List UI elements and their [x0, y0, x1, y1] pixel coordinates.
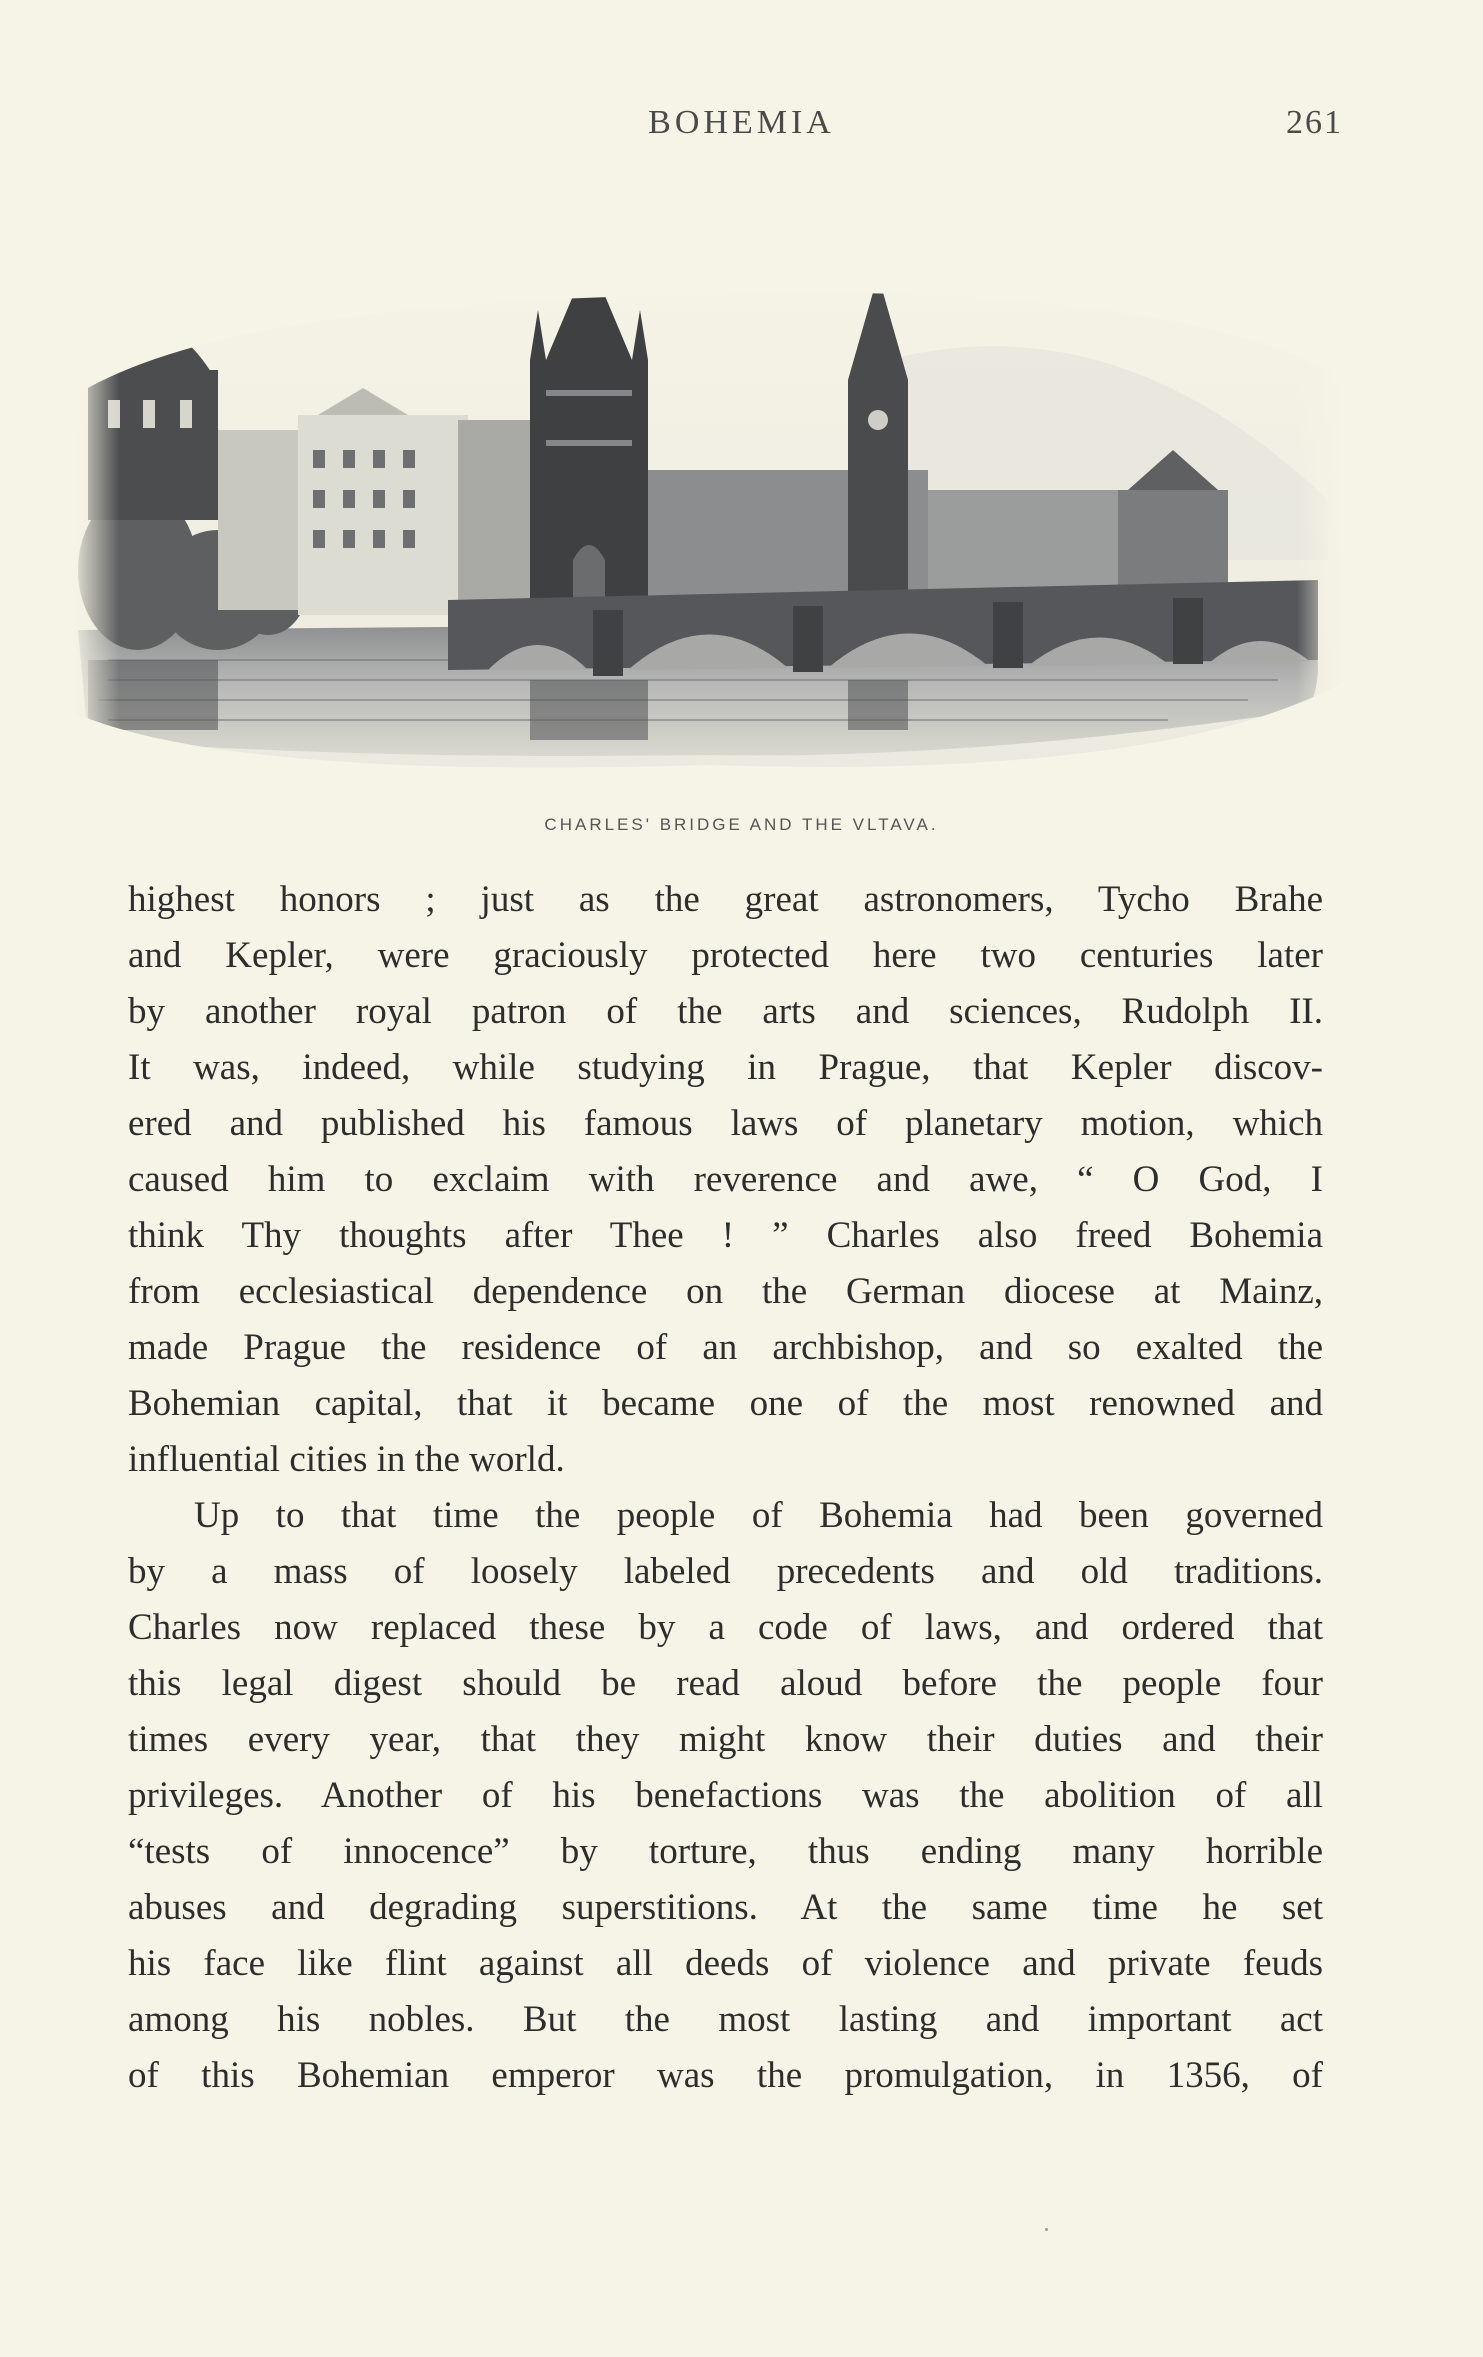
bridge-illustration [68, 240, 1348, 780]
text-line: his face like flint against all deeds of violence and private feuds [128, 1943, 1323, 1984]
paper-speck [1045, 2228, 1048, 2231]
text-line: ered and published his famous laws of planetary motion, which [128, 1103, 1323, 1144]
text-line: from ecclesiastical dependence on the German diocese at Mainz, [128, 1271, 1323, 1312]
text-line: abuses and degrading superstitions. At the same time he set [128, 1887, 1323, 1928]
text-line: by another royal patron of the arts and sciences, Rudolph II. [128, 991, 1323, 1032]
illustration-caption: CHARLES' BRIDGE AND THE VLTAVA. [544, 815, 939, 834]
paragraph-2 [128, 1488, 1323, 2104]
text-line: by a mass of loosely labeled precedents and old traditions. [128, 1551, 1323, 1592]
text-line: and Kepler, were graciously protected here two centuries later [128, 935, 1323, 976]
text-line: Charles now replaced these by a code of laws, and ordered that [128, 1607, 1323, 1648]
text-line: made Prague the residence of an archbishop, and so exalted the [128, 1327, 1323, 1368]
text-line: highest honors ; just as the great astronomers, Tycho Brahe [128, 879, 1323, 920]
text-line: “tests of innocence” by torture, thus ending many horrible [128, 1831, 1323, 1872]
running-head [0, 104, 1483, 154]
text-line: this legal digest should be read aloud before the people four [128, 1663, 1323, 1704]
text-line: times every year, that they might know their duties and their [128, 1719, 1323, 1760]
text-line: think Thy thoughts after Thee ! ” Charles also freed Bohemia [128, 1215, 1323, 1256]
text-line: privileges. Another of his benefactions was the abolition of all [128, 1775, 1323, 1816]
running-title: BOHEMIA [648, 104, 835, 141]
text-line: Up to that time the people of Bohemia had been governed [194, 1495, 1323, 1536]
body-text [128, 872, 1323, 2104]
page-number: 261 [1286, 104, 1343, 141]
text-line: It was, indeed, while studying in Prague, that Kepler discov- [128, 1047, 1323, 1088]
text-line: Bohemian capital, that it became one of the most renowned and [128, 1383, 1323, 1424]
text-line: influential cities in the world. [128, 1439, 565, 1480]
text-line: caused him to exclaim with reverence and awe, “ O God, I [128, 1159, 1323, 1200]
text-line: of this Bohemian emperor was the promulgation, in 1356, of [128, 2055, 1323, 2096]
engraving-image [68, 240, 1348, 780]
paragraph-1 [128, 872, 1323, 1488]
text-line: among his nobles. But the most lasting and important act [128, 1999, 1323, 2040]
